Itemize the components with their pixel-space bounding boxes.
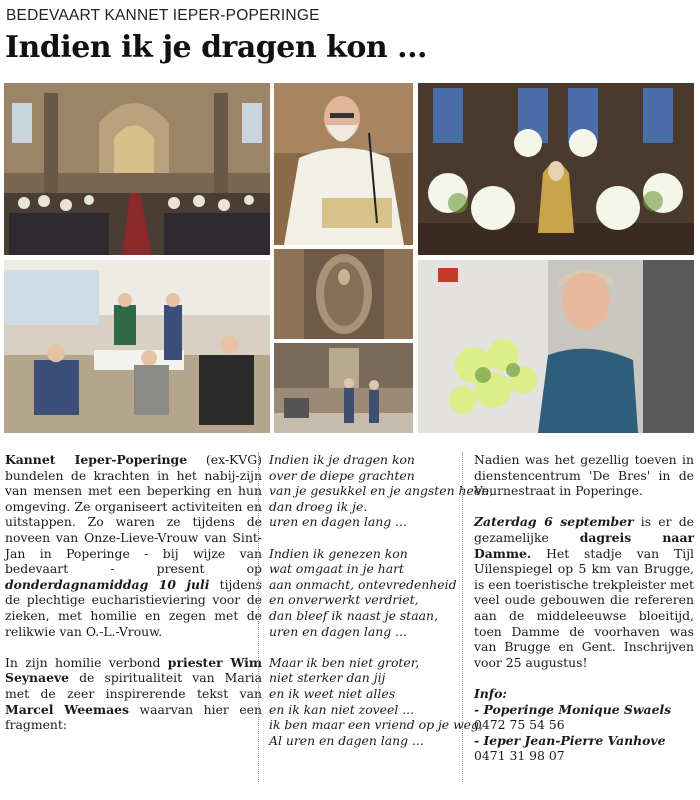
intro-paragraph [5,452,262,639]
photo-dining-hall [4,260,270,433]
poem-stanza [269,546,462,640]
date-highlight: donderdagnamiddag 10 juli [5,576,210,592]
photo-woman-bouquet [418,260,694,433]
poem-line: over de diepe grachten [269,467,415,483]
trip-paragraph [474,514,694,670]
article-headline: Indien ik je dragen kon ... [5,30,427,65]
poem-line: en ik kan niet zoveel ... [269,701,415,717]
poem-line: dan droeg ik je. [269,498,368,514]
contact-poperinge-name: - Poperinge Monique Swaels [474,701,672,717]
poem-line: aan onmacht, ontevredenheid [269,576,457,592]
homily-text: In zijn homilie verbond [5,654,168,670]
article-column-1 [5,452,262,748]
poem-line: niet sterker dan jij [269,670,386,686]
photo-church-interior [4,83,270,255]
contact-poperinge-phone: 0472 75 54 56 [474,717,565,733]
homily-text-mid: de spiritualiteit van Maria met de zeer inspirerende tekst van [5,670,262,701]
poem-line: en onverwerkt verdriet, [269,592,419,608]
photo-relic-statue [274,249,413,339]
intro-text-end: tijdens de plechtige eucharistieviering voor de zieken, met homilie en zegen met de relikwie van O.-L.-Vrouw. [5,576,262,639]
homily-paragraph [5,655,262,733]
poem-line: van je gesukkel en je angsten heen, [269,483,494,499]
poem-line: ik ben maar een vriend op je weg, [269,717,483,733]
poem-line: en ik weet niet alles [269,685,396,701]
section-kicker: BEDEVAART KANNET IEPER-POPERINGE [6,7,320,24]
homily-text-end: waarvan hier een fragment: [5,701,262,733]
poem-line: Indien ik je dragen kon [269,452,415,467]
poem-stanza [269,654,483,749]
poem-line: Al uren en dagen lang ... [269,732,424,748]
poem-line: wat omgaat in je hart [269,561,405,577]
trip-text-end: Het stadje van Tijl Uilenspiegel op 5 km van Brugge, is een toeristische trekpleister met veel oude gebouwen die refereren aan de middeleeuwse bloeitijd, toen Damme de voorhaven was van Brugge en Gent. Inschrijven voor 25 augustus! [474,545,694,670]
trip-text: is er de gezamelijke [474,514,694,545]
priest-name: priester Wim Seynaeve [5,654,262,686]
photo-altar-flowers [418,83,694,255]
poem-line: uren en dagen lang ... [269,623,407,639]
photo-street-group [274,343,413,433]
intro-text: (ex-KVG) bundelen de krachten in het nabij-zijn van mensen met een beperking en hun omgeving. Ze organiseert activiteiten en uitstappen. Zo waren ze tijdens de noveen van Onze-Lieve-Vrouw van Sint-Jan in Poperinge - bij wijze van bedevaart - present op [5,452,262,577]
info-block [474,686,694,764]
contact-ieper-name: - Ieper Jean-Pierre Vanhove [474,732,666,748]
poem-line: uren en dagen lang ... [269,514,407,530]
photo-priest-homily [274,83,413,245]
poem-stanza [269,452,494,530]
article-column-3 [474,452,694,764]
org-name: Kannet Ieper-Poperinge [5,452,188,467]
trip-destination: dagreis naar Damme. [474,529,695,561]
trip-date: Zaterdag 6 september [474,514,634,530]
poem-line: Maar ik ben niet groter, [269,654,420,670]
poem-line: dan bleef ik naast je staan, [269,607,438,623]
poem-line: Indien ik genezen kon [269,545,408,561]
info-title: Info: [474,685,507,701]
gathering-paragraph: Nadien was het gezellig toeven in dienstencentrum 'De Bres' in de Veurnestraat in Poperinge. [474,452,694,499]
contact-ieper-phone: 0471 31 98 07 [474,748,565,764]
author-name: Marcel Weemaes [5,701,129,717]
